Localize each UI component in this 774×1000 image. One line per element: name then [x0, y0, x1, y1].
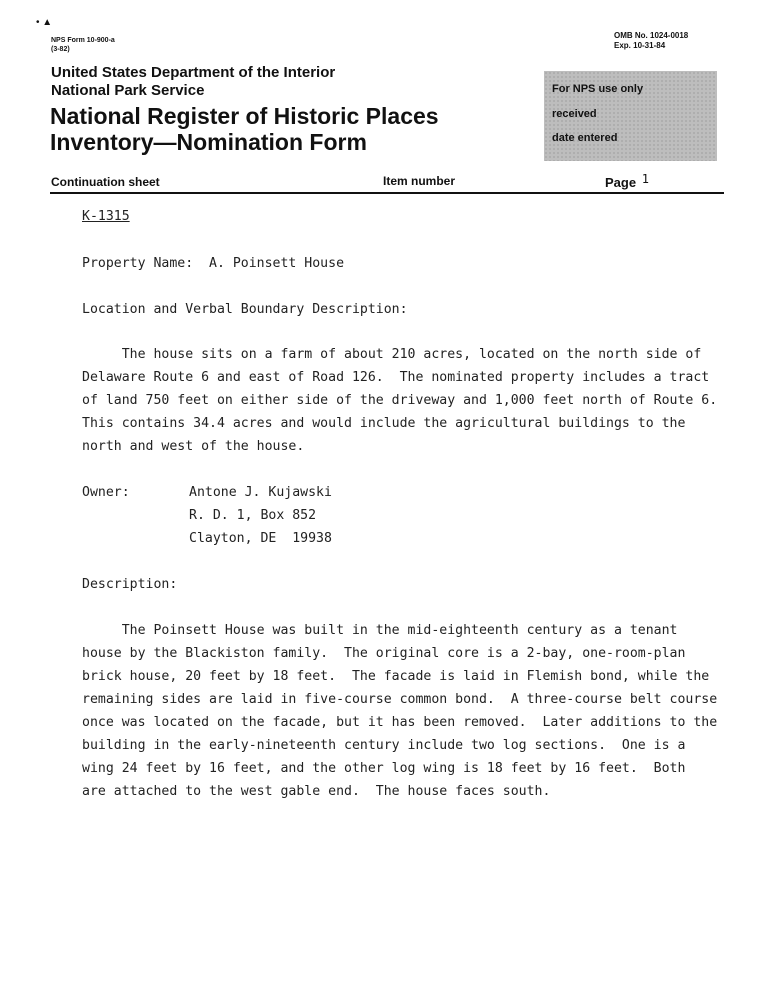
omb-number: OMB No. 1024-0018 [614, 31, 689, 40]
location-line: of land 750 feet on either side of the driveway and 1,000 feet north of Route 6. [82, 393, 718, 408]
owner-line: Antone J. Kujawski [189, 485, 332, 500]
description-line: are attached to the west gable end. The house faces south. [82, 784, 551, 799]
page-indicator [605, 172, 649, 190]
description-line: The Poinsett House was built in the mid-eighteenth century as a tenant [82, 623, 678, 638]
page-number: 1 [641, 172, 649, 186]
site-id: K-1315 [82, 209, 130, 224]
item-number-label: Item number [383, 174, 456, 188]
location-line: This contains 34.4 acres and would include the agricultural buildings to the [82, 416, 686, 431]
page-label: Page [605, 175, 637, 190]
owner-line: R. D. 1, Box 852 [189, 508, 317, 523]
location-line: north and west of the house. [82, 439, 305, 454]
location-heading: Location and Verbal Boundary Description: [82, 302, 408, 317]
description-line: wing 24 feet by 16 feet, and the other log wing is 18 feet by 16 feet. Both [82, 761, 686, 776]
owner-line: Clayton, DE 19938 [189, 531, 332, 546]
nps-use-label: For NPS use only [552, 83, 644, 95]
form-date: (3-82) [51, 46, 70, 53]
form-id-block [51, 36, 115, 54]
nps-use-box [544, 71, 717, 161]
owner-label: Owner: [82, 485, 130, 500]
description-line: once was located on the facade, but it has been removed. Later additions to the [82, 715, 718, 730]
agency-heading: National Park Service [51, 82, 205, 99]
omb-block [614, 31, 688, 51]
location-line: The house sits on a farm of about 210 acres, located on the north side of [82, 347, 702, 362]
description-line: brick house, 20 feet by 18 feet. The facade is laid in Flemish bond, while the [82, 669, 710, 684]
continuation-sheet-label: Continuation sheet [51, 175, 160, 189]
property-name: Property Name: A. Poinsett House [82, 256, 345, 271]
description-heading: Description: [82, 577, 178, 592]
form-id: NPS Form 10-900-a [51, 37, 115, 44]
location-line: Delaware Route 6 and east of Road 126. The nominated property includes a tract [82, 370, 710, 385]
received-label: received [552, 108, 597, 120]
description-line: house by the Blackiston family. The original core is a 2-bay, one-room-plan [82, 646, 686, 661]
department-heading: United States Department of the Interior [51, 64, 336, 81]
scan-marks: • ▲ [36, 17, 53, 28]
header-rule [50, 192, 724, 194]
form-title-line2: Inventory—Nomination Form [50, 129, 367, 155]
form-title-line1: National Register of Historic Places [50, 103, 439, 129]
description-line: remaining sides are laid in five-course common bond. A three-course belt course [82, 692, 718, 707]
description-line: building in the early-nineteenth century include two log sections. One is a [82, 738, 686, 753]
date-entered-label: date entered [552, 132, 618, 144]
omb-expiration: Exp. 10-31-84 [614, 41, 666, 50]
